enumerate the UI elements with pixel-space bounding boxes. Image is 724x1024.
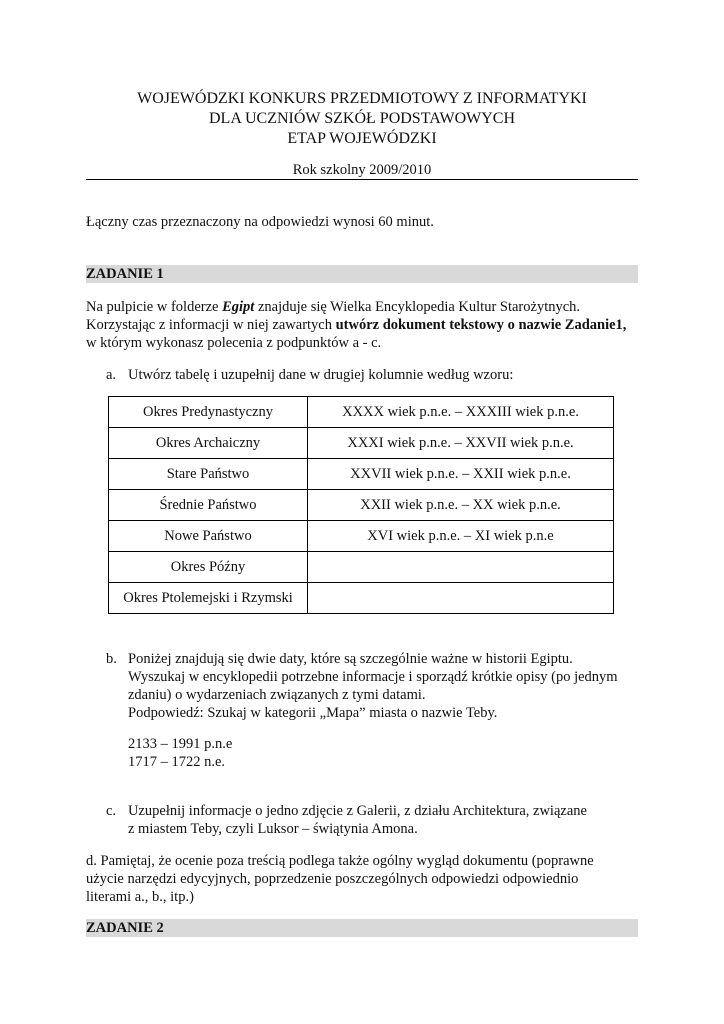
dates-cell-empty <box>308 583 614 614</box>
table-row <box>109 521 614 552</box>
period-cell: Okres Archaiczny <box>109 428 308 459</box>
subtask-b-line-2: Wyszukaj w encyklopedii potrzebne informacje i sporządź krótkie opisy (po jednym <box>128 669 618 685</box>
date-item: 2133 – 1991 p.n.e <box>128 736 233 752</box>
contest-subtitle: DLA UCZNIÓW SZKÓŁ PODSTAWOWYCH <box>208 110 515 127</box>
intro-text: Na pulpicie w folderze <box>86 299 223 315</box>
dates-cell-empty <box>308 552 614 583</box>
dates-cell: XXVII wiek p.n.e. – XXII wiek p.n.e. <box>308 459 614 490</box>
subtask-b-line-3: zdaniu) o wydarzeniach związanych z tymi datami. <box>128 687 426 703</box>
period-cell: Stare Państwo <box>109 459 308 490</box>
intro-text: znajduje się Wielka Encyklopedia Kultur Starożytnych. <box>254 299 581 315</box>
task1-heading: ZADANIE 1 <box>86 265 638 283</box>
subtask-c-line-1 <box>106 802 587 820</box>
folder-name: Egipt <box>222 299 255 315</box>
subtask-c-text: Uzupełnij informacje o jedno zdjęcie z Galerii, z działu Architektura, związane <box>128 803 587 819</box>
subtask-d <box>86 852 594 906</box>
subtask-b <box>106 650 618 722</box>
time-info: Łączny czas przeznaczony na odpowiedzi wynosi 60 minut. <box>86 214 434 230</box>
header-divider <box>86 179 638 180</box>
subtask-b-line-1 <box>106 650 618 668</box>
subtask-a-label: a. <box>106 367 117 383</box>
dates-cell: XXXI wiek p.n.e. – XXVII wiek p.n.e. <box>308 428 614 459</box>
subtask-b-text: Poniżej znajdują się dwie daty, które są szczególnie ważne w historii Egiptu. <box>128 651 573 667</box>
dates-cell: XXXX wiek p.n.e. – XXXIII wiek p.n.e. <box>308 397 614 428</box>
contest-title: WOJEWÓDZKI KONKURS PRZEDMIOTOWY Z INFORMATYKI <box>137 90 587 107</box>
periods-table <box>108 396 614 614</box>
subtask-d-line-1: d. Pamiętaj, że ocenie poza treścią podlega także ogólny wygląd dokumentu (poprawne <box>86 853 594 869</box>
subtask-b-label: b. <box>106 651 117 667</box>
dates-list <box>128 735 232 771</box>
table-row <box>109 552 614 583</box>
subtask-d-line-2: użycie narzędzi edycyjnych, poprzedzenie poszczególnych odpowiedzi odpowiednio <box>86 871 579 887</box>
period-cell: Okres Predynastyczny <box>109 397 308 428</box>
task1-intro <box>86 298 646 352</box>
subtask-c <box>106 802 587 838</box>
subtask-c-line-2: z miastem Teby, czyli Luksor – świątynia Amona. <box>128 821 418 837</box>
table-row <box>109 583 614 614</box>
intro-text: Korzystając z informacji w niej zawartych <box>86 317 336 333</box>
intro-line-2 <box>86 316 646 334</box>
table-row <box>109 428 614 459</box>
subtask-a-text: Utwórz tabelę i uzupełnij dane w drugiej kolumnie według wzoru: <box>128 367 514 383</box>
contest-stage: ETAP WOJEWÓDZKI <box>287 130 437 147</box>
date-item: 1717 – 1722 n.e. <box>128 754 226 770</box>
period-cell: Nowe Państwo <box>109 521 308 552</box>
table-row <box>109 397 614 428</box>
dates-cell: XVI wiek p.n.e. – XI wiek p.n.e <box>308 521 614 552</box>
table-row <box>109 490 614 521</box>
task2-heading: ZADANIE 2 <box>86 919 638 937</box>
school-year: Rok szkolny 2009/2010 <box>292 162 432 178</box>
intro-line-1 <box>86 298 646 316</box>
subtask-a <box>106 367 513 384</box>
subtask-d-line-3: literami a., b., itp.) <box>86 889 194 905</box>
intro-line-3: w którym wykonasz polecenia z podpunktów a - c. <box>86 335 382 351</box>
subtask-c-label: c. <box>106 803 117 819</box>
period-cell: Średnie Państwo <box>109 490 308 521</box>
dates-cell: XXII wiek p.n.e. – XX wiek p.n.e. <box>308 490 614 521</box>
period-cell: Okres Późny <box>109 552 308 583</box>
period-cell: Okres Ptolemejski i Rzymski <box>109 583 308 614</box>
table-row <box>109 459 614 490</box>
subtask-b-hint: Podpowiedź: Szukaj w kategorii „Mapa” miasta o nazwie Teby. <box>128 705 498 721</box>
intro-bold-instruction: utwórz dokument tekstowy o nazwie Zadanie1, <box>335 317 627 333</box>
